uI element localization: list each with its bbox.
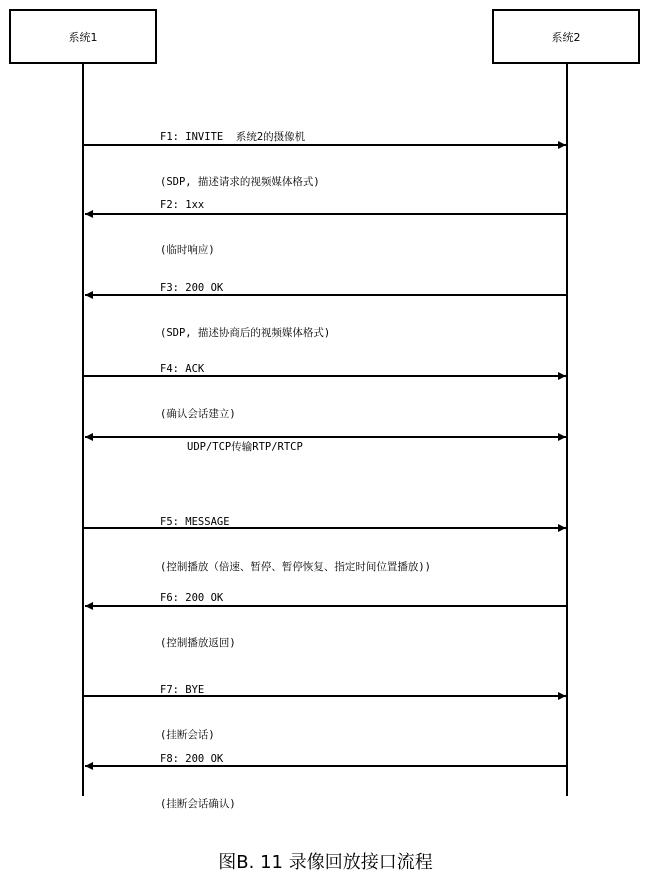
participant-label-system2: 系统2 — [551, 30, 581, 44]
message-f5-title: F5: MESSAGE — [160, 516, 230, 528]
message-f8-title: F8: 200 OK — [160, 753, 224, 765]
message-f8 — [160, 722, 236, 827]
message-f4-title: F4: ACK — [160, 363, 205, 375]
message-f6 — [160, 561, 236, 666]
message-f7-detail: (挂断会话) — [160, 729, 215, 741]
message-f8-detail: (挂断会话确认) — [160, 798, 236, 810]
message-f7-title: F7: BYE — [160, 684, 205, 696]
message-f3-detail: (SDP, 描述协商后的视频媒体格式) — [160, 327, 331, 339]
message-rtp-title: UDP/TCP传输RTP/RTCP — [187, 441, 303, 453]
message-f1-detail: (SDP, 描述请求的视频媒体格式) — [160, 176, 320, 188]
figure-caption: 图B. 11 录像回放接口流程 — [218, 852, 433, 873]
message-f6-detail: (控制播放返回) — [160, 637, 236, 649]
message-f3-title: F3: 200 OK — [160, 282, 224, 294]
message-f5-detail: (控制播放（倍速、暂停、暂停恢复、指定时间位置播放)) — [160, 561, 431, 573]
message-f6-title: F6: 200 OK — [160, 592, 224, 604]
message-f2-detail: (临时响应) — [160, 244, 215, 256]
message-f1-title: F1: INVITE 系统2的摄像机 — [160, 131, 306, 143]
participant-label-system1: 系统1 — [68, 30, 98, 44]
message-rtp — [187, 410, 303, 470]
message-f2-title: F2: 1xx — [160, 199, 205, 211]
message-f4-detail: (确认会话建立) — [160, 408, 236, 420]
